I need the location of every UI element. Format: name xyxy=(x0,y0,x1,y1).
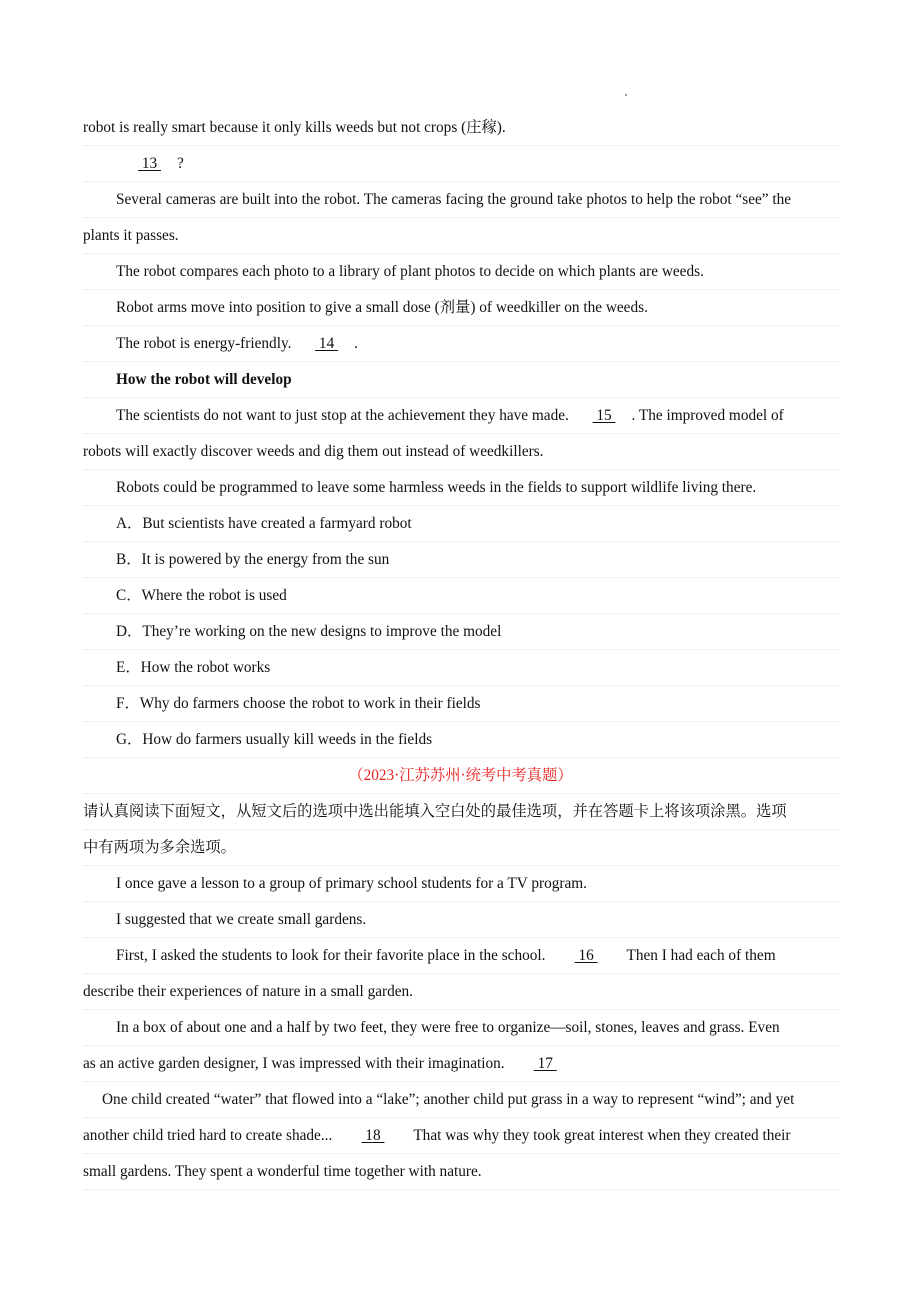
text-line: small gardens. They spent a wonderful time together with nature. xyxy=(83,1154,838,1190)
text-segment: . xyxy=(354,335,358,352)
text-line xyxy=(83,326,838,362)
text-line: The robot compares each photo to a library of plant photos to decide on which plants are weeds. xyxy=(83,254,838,290)
answer-blank: 14 xyxy=(315,335,339,352)
text-line: A．But scientists have created a farmyard robot xyxy=(83,506,838,542)
text-line: E．How the robot works xyxy=(83,650,838,686)
document-body xyxy=(83,110,838,1190)
text-segment: The robot is energy-friendly. xyxy=(116,335,300,352)
answer-blank: 13 xyxy=(138,155,161,172)
text-line: In a box of about one and a half by two feet, they were free to organize—soil, stones, leaves and grass. Even xyxy=(83,1010,838,1046)
text-line: 请认真阅读下面短文，从短文后的选项中选出能填入空白处的最佳选项，并在答题卡上将该项涂黑。选项 xyxy=(83,794,838,830)
text-line: B．It is powered by the energy from the sun xyxy=(83,542,838,578)
text-segment: Then I had each of them xyxy=(619,947,776,964)
text-line: Robot arms move into position to give a small dose (剂量) of weedkiller on the weeds. xyxy=(83,290,838,326)
text-segment: another child tried hard to create shade... xyxy=(83,1127,340,1144)
text-line xyxy=(83,1118,838,1154)
source-label: （2023·江苏苏州·统考中考真题） xyxy=(83,758,838,794)
text-line: One child created “water” that flowed into a “lake”; another child put grass in a way to represent “wind”; and yet xyxy=(83,1082,838,1118)
text-line xyxy=(83,398,838,434)
text-segment: That was why they took great interest when they created their xyxy=(405,1127,791,1144)
text-line: plants it passes. xyxy=(83,218,838,254)
text-line xyxy=(83,1046,838,1082)
text-line: Robots could be programmed to leave some harmless weeds in the fields to support wildlife living there. xyxy=(83,470,838,506)
text-line: robot is really smart because it only kills weeds but not crops (庄稼). xyxy=(83,110,838,146)
text-line: robots will exactly discover weeds and dig them out instead of weedkillers. xyxy=(83,434,838,470)
text-line: G．How do farmers usually kill weeds in the fields xyxy=(83,722,838,758)
text-line: I once gave a lesson to a group of primary school students for a TV program. xyxy=(83,866,838,902)
section-heading: How the robot will develop xyxy=(83,362,838,398)
answer-blank: 18 xyxy=(361,1127,385,1144)
text-segment: First, I asked the students to look for their favorite place in the school. xyxy=(116,947,554,964)
text-line: D．They’re working on the new designs to improve the model xyxy=(83,614,838,650)
text-line: F．Why do farmers choose the robot to work in their fields xyxy=(83,686,838,722)
text-line: Several cameras are built into the robot. The cameras facing the ground take photos to help the robot “see” the xyxy=(83,182,838,218)
text-line: C．Where the robot is used xyxy=(83,578,838,614)
text-line: describe their experiences of nature in a small garden. xyxy=(83,974,838,1010)
answer-blank: 16 xyxy=(574,947,598,964)
text-segment: ? xyxy=(177,155,184,172)
text-line xyxy=(83,146,838,182)
text-segment: as an active garden designer, I was impressed with their imagination. xyxy=(83,1055,513,1072)
text-segment: The scientists do not want to just stop at the achievement they have made. xyxy=(116,407,577,424)
speck-mark xyxy=(625,94,627,96)
text-segment: . The improved model of xyxy=(631,407,784,424)
text-line xyxy=(83,938,838,974)
text-line: 中有两项为多余选项。 xyxy=(83,830,838,866)
answer-blank: 17 xyxy=(533,1055,557,1072)
answer-blank: 15 xyxy=(592,407,616,424)
text-line: I suggested that we create small gardens. xyxy=(83,902,838,938)
